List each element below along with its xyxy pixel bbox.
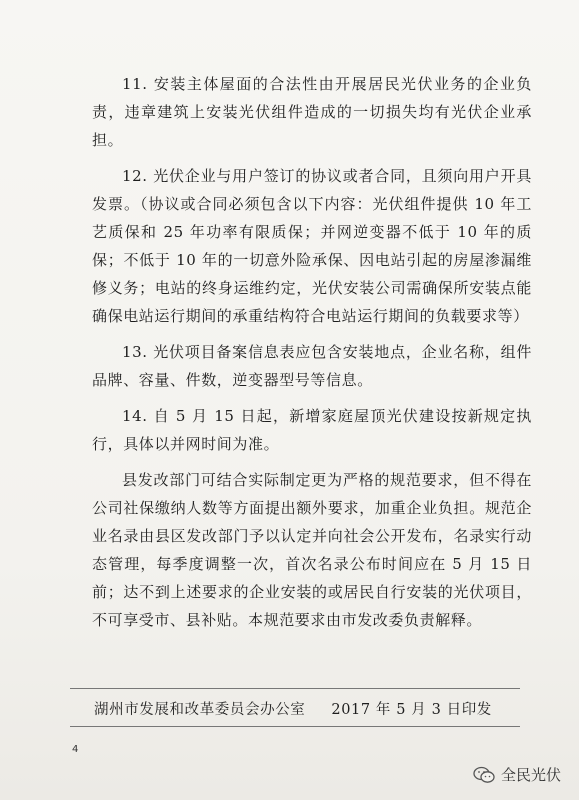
watermark	[473, 764, 561, 785]
footer-top-rule	[70, 688, 520, 689]
paragraph-13: 13. 光伏项目备案信息表应包含安装地点，企业名称，组件品牌、容量、件数，逆变器型号等信息。	[92, 343, 532, 389]
footer	[94, 698, 514, 719]
footer-bottom-rule	[70, 726, 520, 727]
issue-date: 2017 年 5 月 3 日印发	[331, 702, 492, 718]
paragraph-14: 14. 自 5 月 15 日起，新增家庭屋顶光伏建设按新规定执行，具体以并网时间为准。	[92, 407, 532, 453]
issuer-text: 湖州市发展和改革委员会办公室	[94, 702, 306, 718]
document-body	[92, 70, 532, 642]
paragraph-12: 12. 光伏企业与用户签订的协议或者合同，且须向用户开具发票。（协议或合同必须包含以下内容：光伏组件提供 10 年工艺质保和 25 年功率有限质保；并网逆变器不低于 10 年的质保；不低于 10 年的一切意外险承保、因电站引起的房屋渗漏维修义务；电站的终身运维约定，光伏安装公司需确保所安装点能确保电站运行期间的承重结构符合电站运行期间的负载要求等）	[92, 167, 532, 325]
wechat-icon	[473, 766, 495, 784]
closing-paragraph: 县发改部门可结合实际制定更为严格的规范要求，但不得在公司社保缴纳人数等方面提出额外要求，加重企业负担。规范企业名录由县区发改部门予以认定并向社会公开发布，名录实行动态管理，每季度调整一次，首次名录公布时间应在 5 月 15 日前；达不到上述要求的企业安装的或居民自行安装的光伏项目，不可享受市、县补贴。本规范要求由市发改委负责解释。	[92, 471, 532, 629]
page-number: 4	[72, 744, 79, 755]
paragraph-11: 11. 安装主体屋面的合法性由开展居民光伏业务的企业负责，违章建筑上安装光伏组件造成的一切损失均有光伏企业承担。	[92, 75, 532, 149]
watermark-text: 全民光伏	[500, 766, 561, 784]
